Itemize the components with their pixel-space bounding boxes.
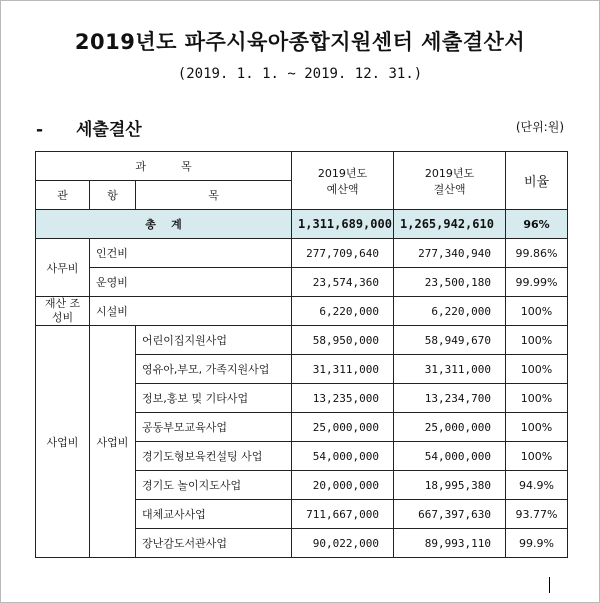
- header-row-1: [36, 152, 568, 181]
- document-title: 2019년도 파주시육아종합지원센터 세출결산서: [74, 30, 526, 54]
- table-row: [36, 297, 568, 326]
- mok-cell: 어린이집지원사업: [136, 326, 292, 355]
- gwan-header: 관: [36, 181, 90, 210]
- budget-year: 2019년도: [317, 166, 368, 180]
- ratio-cell: 93.77%: [506, 500, 568, 529]
- ratio-cell: 100%: [506, 326, 568, 355]
- ratio-cell: 100%: [506, 442, 568, 471]
- mok-cell: 운영비: [90, 268, 292, 297]
- budget-cell: 90,022,000: [292, 529, 394, 558]
- settled-year: 2019년도: [424, 166, 475, 180]
- gwan-office: 사무비: [36, 239, 90, 297]
- settled-cell: 31,311,000: [394, 355, 506, 384]
- mok-cell: 시설비: [90, 297, 292, 326]
- mok-cell: 정보,홍보 및 기타사업: [136, 384, 292, 413]
- gwan-asset: 재산 조성비: [36, 297, 90, 326]
- mok-cell: 인건비: [90, 239, 292, 268]
- hang-header: 항: [90, 181, 136, 210]
- settled-cell: 89,993,110: [394, 529, 506, 558]
- subject-header: 과 목: [36, 152, 292, 181]
- mok-header: 목: [136, 181, 292, 210]
- gwan-business: 사업비: [36, 326, 90, 558]
- fiscal-period: (2019. 1. 1. ~ 2019. 12. 31.): [177, 66, 423, 82]
- section-dash: -: [36, 120, 44, 140]
- mok-cell: 경기도 놀이지도사업: [136, 471, 292, 500]
- mok-cell: 영유아,부모, 가족지원사업: [136, 355, 292, 384]
- unit-label: (단위:원): [515, 120, 564, 134]
- mok-cell: 대체교사사업: [136, 500, 292, 529]
- budget-cell: 25,000,000: [292, 413, 394, 442]
- total-budget: 1,311,689,000: [292, 210, 394, 239]
- total-row: [36, 210, 568, 239]
- total-label: 총 계: [36, 210, 292, 239]
- table-row: [36, 239, 568, 268]
- mok-cell: 장난감도서관사업: [136, 529, 292, 558]
- budget-cell: 31,311,000: [292, 355, 394, 384]
- ratio-header: 비율: [506, 152, 568, 210]
- budget-cell: 277,709,640: [292, 239, 394, 268]
- budget-cell: 58,950,000: [292, 326, 394, 355]
- mok-cell: 공동부모교육사업: [136, 413, 292, 442]
- table-row: [36, 326, 568, 355]
- ratio-cell: 100%: [506, 297, 568, 326]
- settled-cell: 18,995,380: [394, 471, 506, 500]
- text-cursor: [549, 577, 550, 593]
- settled-cell: 13,234,700: [394, 384, 506, 413]
- ratio-cell: 99.86%: [506, 239, 568, 268]
- settled-cell: 23,500,180: [394, 268, 506, 297]
- budget-header: [292, 152, 394, 210]
- section-heading: [36, 115, 142, 140]
- ratio-cell: 100%: [506, 384, 568, 413]
- settled-label: 결산액: [433, 182, 466, 196]
- ratio-cell: 99.99%: [506, 268, 568, 297]
- settled-cell: 6,220,000: [394, 297, 506, 326]
- ratio-cell: 100%: [506, 413, 568, 442]
- budget-cell: 23,574,360: [292, 268, 394, 297]
- budget-cell: 6,220,000: [292, 297, 394, 326]
- settled-cell: 54,000,000: [394, 442, 506, 471]
- ratio-cell: 94.9%: [506, 471, 568, 500]
- total-ratio: 96%: [506, 210, 568, 239]
- budget-cell: 54,000,000: [292, 442, 394, 471]
- ratio-cell: 99.9%: [506, 529, 568, 558]
- settled-cell: 667,397,630: [394, 500, 506, 529]
- mok-cell: 경기도형보육컨설팅 사업: [136, 442, 292, 471]
- budget-cell: 13,235,000: [292, 384, 394, 413]
- settled-header: [394, 152, 506, 210]
- total-settled: 1,265,942,610: [394, 210, 506, 239]
- section-label: 세출결산: [76, 120, 142, 140]
- settled-cell: 277,340,940: [394, 239, 506, 268]
- budget-cell: 711,667,000: [292, 500, 394, 529]
- table-row: [36, 268, 568, 297]
- settled-cell: 58,949,670: [394, 326, 506, 355]
- expenditure-table: [35, 151, 568, 558]
- settled-cell: 25,000,000: [394, 413, 506, 442]
- hang-business: 사업비: [90, 326, 136, 558]
- budget-cell: 20,000,000: [292, 471, 394, 500]
- budget-label: 예산액: [326, 182, 359, 196]
- ratio-cell: 100%: [506, 355, 568, 384]
